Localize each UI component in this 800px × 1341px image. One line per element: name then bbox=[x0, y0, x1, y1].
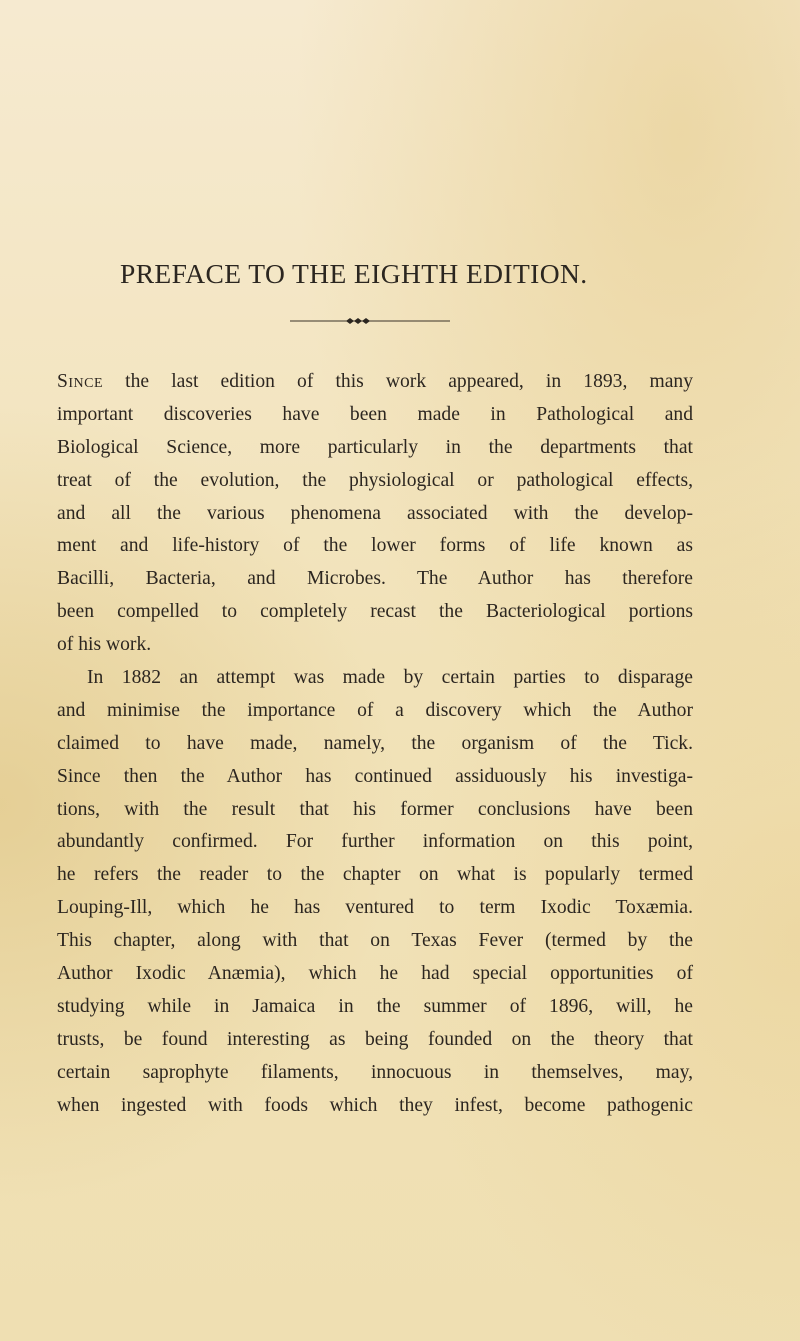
text-line: Louping-Ill, which he has ventured to term Ixodic Toxæmia. bbox=[57, 897, 693, 919]
text-line: tions, with the result that his former conclusions have been bbox=[57, 798, 693, 820]
text-line: ment and life-history of the lower forms of life known as bbox=[57, 535, 693, 557]
paragraph-2 bbox=[57, 662, 693, 1122]
text-line: claimed to have made, namely, the organism of the Tick. bbox=[57, 732, 693, 754]
text-line: and all the various phenomena associated with the develop- bbox=[57, 502, 693, 524]
text-line: abundantly confirmed. For further information on this point, bbox=[57, 831, 693, 853]
text-line: Since the last edition of this work appeared, in 1893, many bbox=[57, 371, 693, 392]
lead-word: Since bbox=[57, 371, 104, 392]
text-line: and minimise the importance of a discovery which the Author bbox=[57, 699, 693, 721]
paragraph-1 bbox=[57, 366, 693, 662]
page-title: PREFACE TO THE EIGHTH EDITION. bbox=[120, 258, 588, 289]
text-line: he refers the reader to the chapter on what is popularly termed bbox=[57, 864, 693, 886]
text-line: important discoveries have been made in Pathological and bbox=[57, 403, 693, 425]
text-line: been compelled to completely recast the Bacteriological portions bbox=[57, 601, 693, 623]
text-line: Since then the Author has continued assiduously his investiga- bbox=[57, 765, 693, 787]
text-line: Bacilli, Bacteria, and Microbes. The Author has therefore bbox=[57, 568, 693, 590]
text-line: trusts, be found interesting as being founded on the theory that bbox=[57, 1028, 693, 1050]
preface-body bbox=[57, 366, 693, 1122]
text-line: Author Ixodic Anæmia), which he had special opportunities of bbox=[57, 963, 693, 985]
text-line: This chapter, along with that on Texas Fever (termed by the bbox=[57, 930, 693, 952]
text-line: of his work. bbox=[57, 634, 152, 656]
text-line: studying while in Jamaica in the summer of 1896, will, he bbox=[57, 995, 693, 1017]
text-line: treat of the evolution, the physiological or pathological effects, bbox=[57, 469, 693, 491]
text-line: when ingested with foods which they infest, become pathogenic bbox=[57, 1094, 693, 1116]
diamond-rule-ornament-icon bbox=[290, 316, 450, 326]
text-line: In 1882 an attempt was made by certain parties to disparage bbox=[87, 667, 693, 689]
text-line: certain saprophyte filaments, innocuous in themselves, may, bbox=[57, 1061, 693, 1083]
text-line: Biological Science, more particularly in the departments that bbox=[57, 436, 693, 458]
